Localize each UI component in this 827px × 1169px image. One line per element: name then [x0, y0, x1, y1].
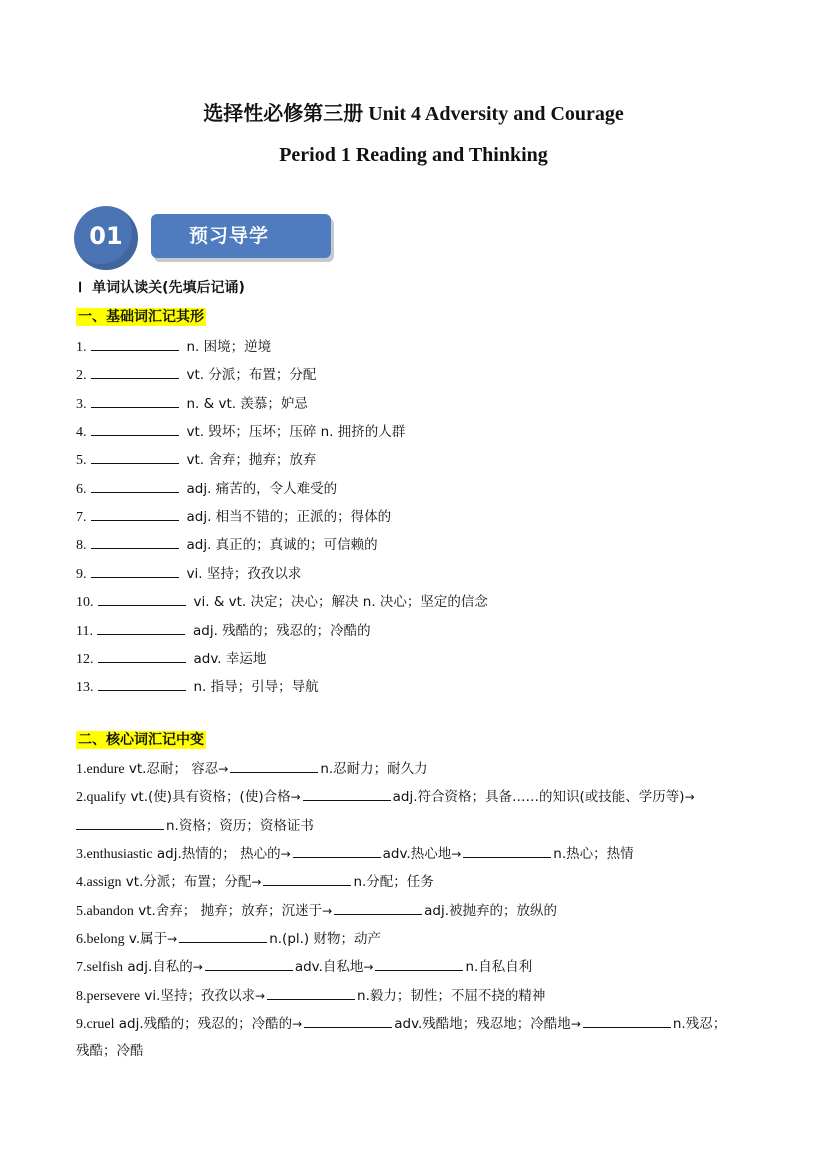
answer-blank[interactable] — [91, 336, 179, 351]
list-item: 9.cruel adj.残酷的；残忍的；冷酷的→ adv.残酷地；残忍地；冷酷地→ n.残忍； — [76, 1013, 726, 1035]
section-label-banner: 预习导学 — [151, 214, 331, 258]
answer-blank[interactable] — [583, 1013, 671, 1028]
list-item: 2. vt. 分派；布置；分配 — [76, 364, 316, 386]
list-item-continuation: n.资格；资历；资格证书 — [76, 815, 314, 836]
answer-blank[interactable] — [91, 449, 179, 464]
answer-blank[interactable] — [463, 843, 551, 858]
list-item: 3. n. & vt. 羡慕；妒忌 — [76, 393, 308, 415]
answer-blank[interactable] — [267, 985, 355, 1000]
list-item: 3.enthusiastic adj.热情的； 热心的→ adv.热心地→ n.热心；热情 — [76, 843, 634, 865]
list-item: 4.assign vt.分派；布置；分配→ n.分配；任务 — [76, 871, 434, 893]
list-item: 7.selfish adj.自私的→ adv.自私地→ n.自私自利 — [76, 956, 532, 978]
list-item: 8. adj. 真正的；真诚的；可信赖的 — [76, 534, 378, 556]
answer-blank[interactable] — [98, 676, 186, 691]
answer-blank[interactable] — [91, 563, 179, 578]
answer-blank[interactable] — [179, 928, 267, 943]
answer-blank[interactable] — [91, 534, 179, 549]
answer-blank[interactable] — [91, 506, 179, 521]
answer-blank[interactable] — [334, 900, 422, 915]
answer-blank[interactable] — [97, 620, 185, 635]
list-item: 9. vi. 坚持；孜孜以求 — [76, 563, 301, 585]
title-line-2: Period 1 Reading and Thinking — [279, 144, 548, 166]
list-item: 6.belong v.属于→ n.(pl.) 财物；动产 — [76, 928, 381, 950]
answer-blank[interactable] — [304, 1013, 392, 1028]
answer-blank[interactable] — [98, 648, 186, 663]
answer-blank[interactable] — [263, 871, 351, 886]
answer-blank[interactable] — [91, 421, 179, 436]
basic-vocab-heading: 一、基础词汇记其形 — [78, 309, 204, 325]
list-item: 1.endure vt.忍耐； 容忍→ n.忍耐力；耐久力 — [76, 758, 428, 780]
answer-blank[interactable] — [205, 956, 293, 971]
answer-blank[interactable] — [230, 758, 318, 773]
section-number-badge: 01 — [74, 206, 138, 270]
answer-blank[interactable] — [91, 364, 179, 379]
answer-blank[interactable] — [293, 843, 381, 858]
answer-blank[interactable] — [91, 393, 179, 408]
answer-blank[interactable] — [375, 956, 463, 971]
list-item: 5. vt. 舍弃；抛弃；放弃 — [76, 449, 316, 471]
list-item: 12. adv. 幸运地 — [76, 648, 266, 670]
list-item: 6. adj. 痛苦的，令人难受的 — [76, 478, 337, 500]
list-item: 5.abandon vt.舍弃； 抛弃；放弃；沉迷于→ adj.被抛弃的；放纵的 — [76, 900, 557, 922]
core-vocab-heading: 二、核心词汇记中变 — [78, 732, 204, 748]
list-item-continuation: 残酷；冷酷 — [76, 1043, 144, 1059]
part-heading: Ⅰ 单词认读关(先填后记诵) — [78, 280, 245, 296]
title-line-1: 选择性必修第三册 Unit 4 Adversity and Courage — [203, 103, 624, 125]
answer-blank[interactable] — [76, 815, 164, 830]
list-item: 13. n. 指导；引导；导航 — [76, 676, 319, 698]
answer-blank[interactable] — [303, 786, 391, 801]
list-item: 1. n. 困境；逆境 — [76, 336, 271, 358]
answer-blank[interactable] — [91, 478, 179, 493]
list-item: 8.persevere vi.坚持；孜孜以求→ n.毅力；韧性；不屈不挠的精神 — [76, 985, 545, 1007]
list-item: 2.qualify vt.(使)具有资格；(使)合格→ adj.符合资格；具备……的知识(或技能、学历等)→ — [76, 786, 695, 808]
answer-blank[interactable] — [98, 591, 186, 606]
list-item: 10. vi. & vt. 决定；决心；解决 n. 决心；坚定的信念 — [76, 591, 488, 613]
list-item: 11. adj. 残酷的；残忍的；冷酷的 — [76, 620, 371, 642]
list-item: 4. vt. 毁坏；压坏；压碎 n. 拥挤的人群 — [76, 421, 405, 443]
list-item: 7. adj. 相当不错的；正派的；得体的 — [76, 506, 391, 528]
